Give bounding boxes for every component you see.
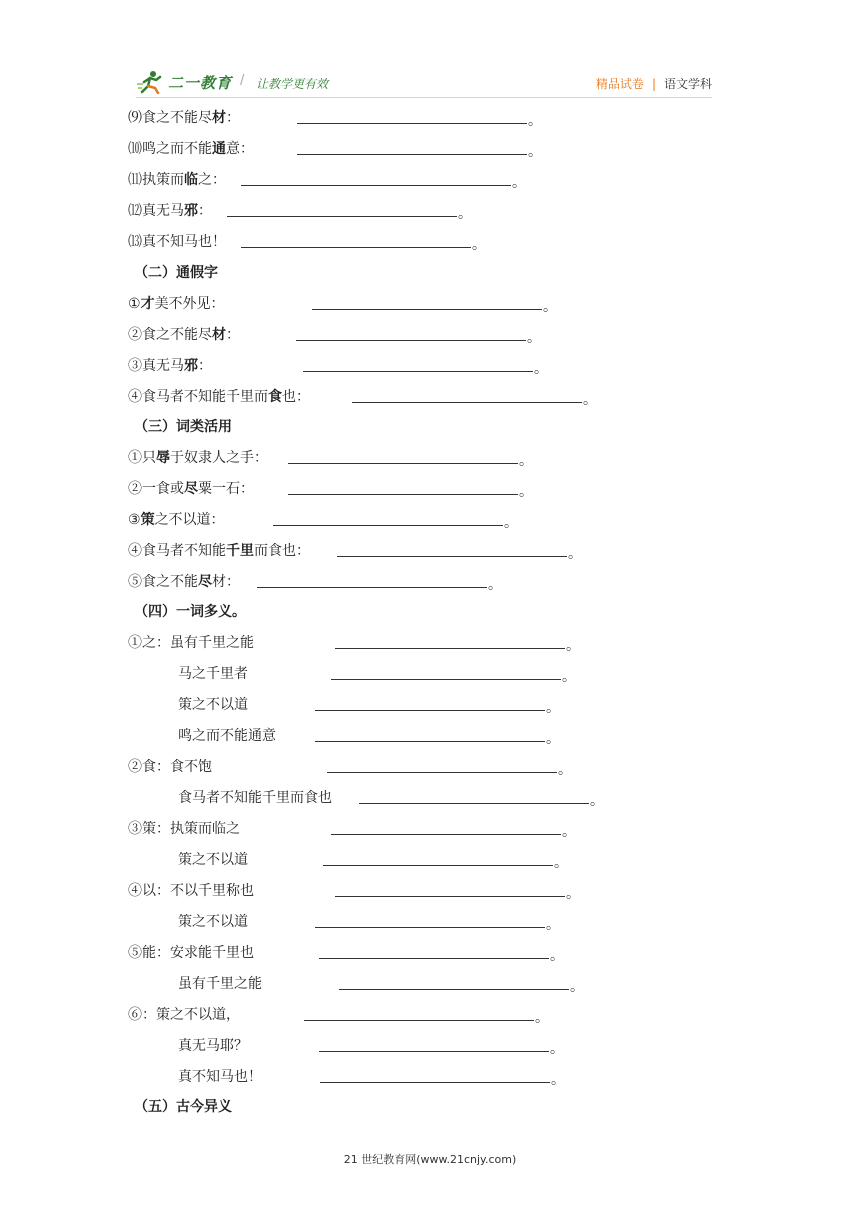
answer-blank[interactable]	[241, 185, 511, 186]
answer-blank[interactable]	[296, 340, 526, 341]
runner-logo-icon	[136, 70, 166, 94]
question-prompt	[128, 356, 212, 376]
answer-blank[interactable]	[241, 247, 471, 248]
answer-blank[interactable]	[257, 587, 487, 588]
question-item	[128, 325, 650, 345]
page-header	[136, 70, 712, 96]
question-prompt	[178, 726, 276, 746]
prompt-text: ⑽鸣之而不能	[128, 141, 212, 157]
question-prompt	[128, 757, 212, 777]
end-punctuation: 。	[550, 948, 564, 964]
end-punctuation: 。	[534, 361, 548, 377]
question-prompt	[128, 510, 225, 530]
answer-blank[interactable]	[315, 741, 545, 742]
answer-blank[interactable]	[335, 648, 565, 649]
answer-blank[interactable]	[319, 958, 549, 959]
question-item	[128, 356, 650, 376]
end-punctuation: 。	[504, 515, 518, 531]
end-punctuation: 。	[528, 113, 542, 129]
answer-blank[interactable]	[288, 494, 518, 495]
end-punctuation: 。	[551, 1072, 565, 1088]
header-divider: |	[651, 77, 656, 91]
answer-blank[interactable]	[304, 1020, 534, 1021]
answer-blank[interactable]	[319, 1051, 549, 1052]
key-character: 邪	[184, 203, 198, 219]
prompt-text: ①	[128, 296, 141, 312]
end-punctuation: 。	[568, 546, 582, 562]
key-character: 尽	[184, 481, 198, 497]
answer-blank[interactable]	[297, 154, 527, 155]
prompt-text-tail: 粟一石：	[198, 481, 254, 497]
prompt-text: ⑤能：安求能千里也	[128, 945, 254, 961]
question-prompt	[178, 912, 248, 932]
key-character: 材	[212, 327, 226, 343]
prompt-text-tail: 意：	[226, 141, 254, 157]
question-prompt	[128, 448, 268, 468]
question-prompt	[178, 1067, 262, 1087]
question-item	[178, 974, 650, 994]
answer-blank[interactable]	[315, 710, 545, 711]
key-character: 辱	[156, 450, 170, 466]
logo-text: 二一教育	[168, 74, 233, 92]
question-item	[128, 294, 650, 314]
end-punctuation: 。	[562, 669, 576, 685]
prompt-text-tail: 之：	[198, 172, 226, 188]
question-prompt	[128, 572, 240, 592]
prompt-text: ①之：虽有千里之能	[128, 635, 254, 651]
end-punctuation: 。	[519, 453, 533, 469]
question-prompt	[128, 1005, 240, 1025]
key-character: 材	[212, 110, 226, 126]
question-item	[178, 1067, 650, 1087]
question-prompt	[128, 479, 254, 499]
end-punctuation: 。	[566, 886, 580, 902]
end-punctuation: 。	[583, 392, 597, 408]
question-item	[128, 819, 650, 839]
header-rule	[136, 97, 712, 98]
logo-slogan: 让教学更有效	[256, 77, 329, 91]
question-prompt	[178, 695, 248, 715]
prompt-text: ②食：食不饱	[128, 759, 212, 775]
section-heading	[134, 1097, 650, 1117]
prompt-text: ⒀真不知马也！	[128, 234, 226, 250]
answer-blank[interactable]	[327, 772, 557, 773]
prompt-text: 策之不以道	[178, 914, 248, 930]
end-punctuation: 。	[566, 638, 580, 654]
key-character: 千里	[226, 543, 254, 559]
end-punctuation: 。	[554, 855, 568, 871]
answer-blank[interactable]	[331, 679, 561, 680]
end-punctuation: 。	[543, 299, 557, 315]
prompt-text: 食马者不知能千里而食也	[178, 790, 332, 806]
question-prompt	[128, 387, 310, 407]
prompt-text: ⑼食之不能尽	[128, 110, 212, 126]
question-item	[128, 448, 650, 468]
prompt-text: ④食马者不知能千里而	[128, 389, 268, 405]
end-punctuation: 。	[546, 700, 560, 716]
prompt-text-tail: 而食也：	[254, 543, 310, 559]
question-item	[128, 108, 650, 128]
end-punctuation: 。	[558, 762, 572, 778]
question-prompt	[178, 974, 262, 994]
question-item	[178, 695, 650, 715]
key-character: 策	[140, 512, 155, 528]
end-punctuation: 。	[472, 237, 486, 253]
prompt-text: 策之不以道	[178, 852, 248, 868]
end-punctuation: 。	[546, 917, 560, 933]
end-punctuation: 。	[550, 1041, 564, 1057]
section-heading-text: （二）通假字	[134, 265, 218, 281]
answer-blank[interactable]	[315, 927, 545, 928]
answer-blank[interactable]	[323, 865, 553, 866]
key-character: 临	[184, 172, 198, 188]
prompt-text-tail: 也：	[282, 389, 310, 405]
question-prompt	[128, 139, 254, 159]
question-prompt	[128, 541, 310, 561]
question-item	[128, 510, 650, 530]
section-heading-text: （三）词类活用	[134, 419, 232, 435]
end-punctuation: 。	[590, 793, 604, 809]
question-item	[128, 1005, 650, 1025]
key-character: 食	[268, 389, 282, 405]
answer-blank[interactable]	[288, 463, 518, 464]
section-heading-text: （四）一词多义。	[134, 604, 246, 620]
key-character: 邪	[184, 358, 198, 374]
question-item	[128, 572, 650, 592]
answer-blank[interactable]	[359, 803, 589, 804]
answer-blank[interactable]	[227, 216, 457, 217]
question-item	[128, 232, 650, 252]
prompt-text: ⑿真无马	[128, 203, 184, 219]
section-heading	[134, 417, 650, 437]
question-prompt	[128, 201, 212, 221]
question-item	[178, 850, 650, 870]
prompt-text: 真不知马也！	[178, 1069, 262, 1085]
prompt-text-tail: ：	[226, 110, 240, 126]
section-heading	[134, 602, 650, 622]
question-prompt	[178, 664, 248, 684]
question-item	[128, 633, 650, 653]
end-punctuation: 。	[458, 206, 472, 222]
key-character: 才	[140, 296, 155, 312]
question-prompt	[178, 788, 332, 808]
question-item	[128, 139, 650, 159]
question-item	[178, 664, 650, 684]
prompt-text-tail: 之不以道：	[154, 512, 225, 528]
question-item	[128, 201, 650, 221]
answer-blank[interactable]	[303, 371, 533, 372]
question-prompt	[128, 881, 254, 901]
end-punctuation: 。	[528, 144, 542, 160]
prompt-text: 真无马耶？	[178, 1038, 248, 1054]
end-punctuation: 。	[562, 824, 576, 840]
question-prompt	[128, 325, 240, 345]
question-prompt	[128, 108, 240, 128]
answer-blank[interactable]	[312, 309, 542, 310]
question-item	[128, 757, 650, 777]
question-item	[178, 912, 650, 932]
question-prompt	[128, 294, 225, 314]
prompt-text: ③	[128, 512, 141, 528]
answer-blank[interactable]	[337, 556, 567, 557]
prompt-text: ②食之不能尽	[128, 327, 212, 343]
question-item	[178, 788, 650, 808]
header-labels	[596, 75, 712, 92]
question-prompt	[128, 819, 240, 839]
question-prompt	[128, 170, 226, 190]
answer-blank[interactable]	[320, 1082, 550, 1083]
header-label-premium: 精品试卷	[595, 77, 644, 91]
end-punctuation: 。	[546, 731, 560, 747]
answer-blank[interactable]	[352, 402, 582, 403]
prompt-text: ①只	[128, 450, 156, 466]
section-heading	[134, 263, 650, 283]
end-punctuation: 。	[519, 484, 533, 500]
prompt-text: ③真无马	[128, 358, 184, 374]
answer-blank[interactable]	[331, 834, 561, 835]
question-item	[128, 479, 650, 499]
prompt-text-tail: ：	[226, 327, 240, 343]
question-item	[128, 881, 650, 901]
question-item	[178, 726, 650, 746]
key-character: 通	[212, 141, 226, 157]
answer-blank[interactable]	[273, 525, 503, 526]
question-item	[128, 170, 650, 190]
end-punctuation: 。	[570, 979, 584, 995]
question-item	[128, 943, 650, 963]
end-punctuation: 。	[527, 330, 541, 346]
prompt-text: ②一食或	[128, 481, 184, 497]
header-label-subject: 语文学科	[663, 77, 712, 91]
question-prompt	[128, 232, 226, 252]
answer-blank[interactable]	[335, 896, 565, 897]
prompt-text: 策之不以道	[178, 697, 248, 713]
question-prompt	[128, 943, 254, 963]
question-prompt	[128, 633, 254, 653]
question-prompt	[178, 1036, 248, 1056]
prompt-text: 虽有千里之能	[178, 976, 262, 992]
prompt-text: ④以：不以千里称也	[128, 883, 254, 899]
prompt-text: ⑤食之不能	[128, 574, 198, 590]
prompt-text: ⑾执策而	[128, 172, 184, 188]
prompt-text-tail: 材：	[212, 574, 240, 590]
answer-blank[interactable]	[297, 123, 527, 124]
end-punctuation: 。	[488, 577, 502, 593]
page-footer: 21 世纪教育网(www.21cnjy.com)	[343, 1153, 517, 1166]
prompt-text-tail: 美不外见：	[154, 296, 225, 312]
question-item	[128, 541, 650, 561]
section-heading-text: （五）古今异义	[134, 1099, 232, 1115]
prompt-text: 鸣之而不能通意	[178, 728, 276, 744]
prompt-text: ④食马者不知能	[128, 543, 226, 559]
answer-blank[interactable]	[339, 989, 569, 990]
key-character: 尽	[198, 574, 212, 590]
logo-separator: /	[240, 73, 245, 88]
end-punctuation: 。	[512, 175, 526, 191]
prompt-text: ⑥：策之不以道，	[128, 1007, 240, 1023]
prompt-text-tail: ：	[198, 203, 212, 219]
end-punctuation: 。	[535, 1010, 549, 1026]
prompt-text: 马之千里者	[178, 666, 248, 682]
question-item	[128, 387, 650, 407]
prompt-text-tail: ：	[198, 358, 212, 374]
prompt-text: ③策：执策而临之	[128, 821, 240, 837]
question-prompt	[178, 850, 248, 870]
question-item	[178, 1036, 650, 1056]
prompt-text-tail: 于奴隶人之手：	[170, 450, 268, 466]
